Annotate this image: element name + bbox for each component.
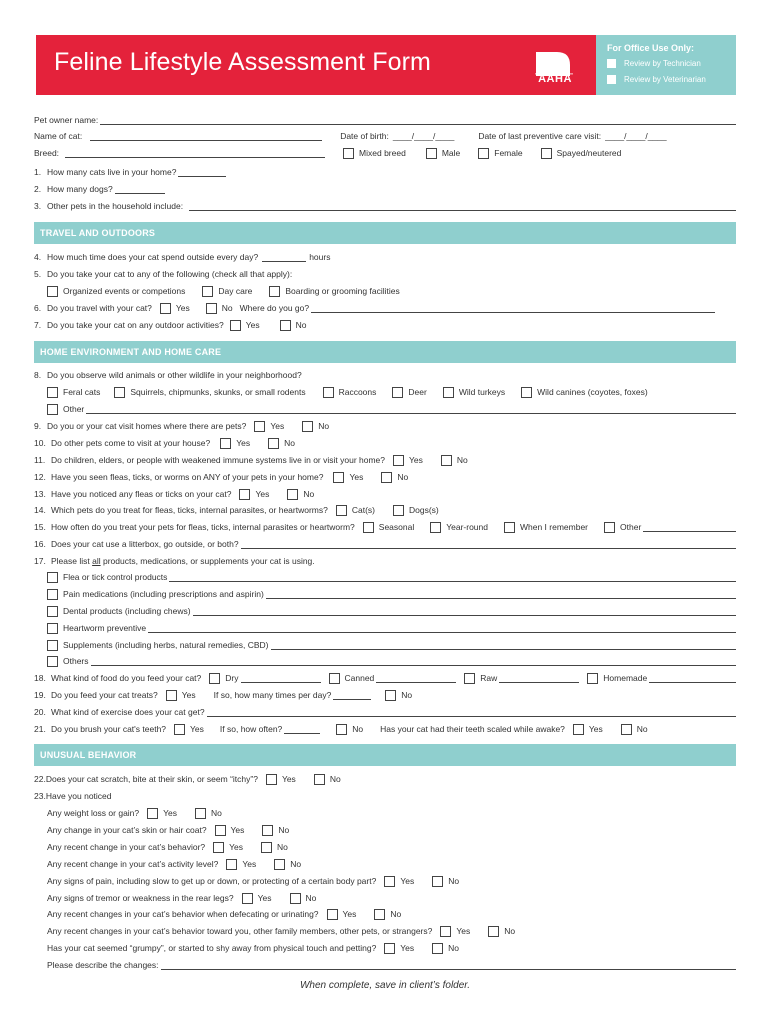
- skin-yes-checkbox[interactable]: [215, 825, 226, 836]
- question-18: 18. What kind of food do you feed your cat? Dry Canned Raw Homemade: [34, 671, 736, 683]
- noticed-grumpy: Has your cat seemed “grumpy”, or started to shy away from physical touch and petting? Yes No: [47, 943, 460, 953]
- female-checkbox[interactable]: [478, 148, 489, 159]
- visit-homes-no-checkbox[interactable]: [302, 421, 313, 432]
- mixed-breed-checkbox[interactable]: [343, 148, 354, 159]
- wildlife-other-field[interactable]: [86, 405, 736, 414]
- question-12: 12. Have you seen fleas, ticks, or worms on ANY of your pets in your home? Yes No: [34, 472, 409, 482]
- defecating-yes-checkbox[interactable]: [327, 909, 338, 920]
- question-11: 11. Do children, elders, or people with weakened immune systems live in or visit your home? Yes No: [34, 455, 468, 465]
- dob-field[interactable]: ____/____/____: [392, 131, 455, 141]
- squirrels-checkbox[interactable]: [114, 387, 125, 398]
- scaled-no-checkbox[interactable]: [621, 724, 632, 735]
- immune-no-checkbox[interactable]: [441, 455, 452, 466]
- noticed-weight: Any weight loss or gain? Yes No: [47, 808, 222, 818]
- question-15: 15. How often do you treat your pets for fleas, ticks, internal parasites or heartworm? Seasonal Year-round When I remember Other: [34, 520, 736, 532]
- noticed-defecating: Any recent changes in your cat’s behavior when defecating or urinating? Yes No: [47, 909, 402, 919]
- pain-meds-checkbox[interactable]: [47, 589, 58, 600]
- question-23: 23. Have you noticed: [34, 791, 112, 801]
- toward-others-no-checkbox[interactable]: [488, 926, 499, 937]
- noticed-pain: Any signs of pain, including slow to get up or down, or protecting of a certain body part? Yes No: [47, 876, 460, 886]
- weight-yes-checkbox[interactable]: [147, 808, 158, 819]
- travel-where-field[interactable]: [311, 304, 715, 313]
- food-homemade-checkbox[interactable]: [587, 673, 598, 684]
- travel-yes-checkbox[interactable]: [160, 303, 171, 314]
- breed-field[interactable]: [65, 149, 325, 158]
- brush-no-checkbox[interactable]: [336, 724, 347, 735]
- outdoor-yes-checkbox[interactable]: [230, 320, 241, 331]
- cats-count-field[interactable]: [178, 168, 226, 177]
- pain-yes-checkbox[interactable]: [384, 876, 395, 887]
- food-canned-checkbox[interactable]: [329, 673, 340, 684]
- outside-hours-field[interactable]: [262, 253, 306, 262]
- noticed-behavior: Any recent change in your cat’s behavior? Yes No: [47, 842, 288, 852]
- spayed-checkbox[interactable]: [541, 148, 552, 159]
- fleas-cat-no-checkbox[interactable]: [287, 489, 298, 500]
- treat-year-round-checkbox[interactable]: [430, 522, 441, 533]
- defecating-no-checkbox[interactable]: [374, 909, 385, 920]
- question-16: 16. Does your cat use a litterbox, go outside, or both?: [34, 537, 736, 549]
- checkbox[interactable]: [607, 75, 616, 84]
- boarding-checkbox[interactable]: [269, 286, 280, 297]
- form-title: Feline Lifestyle Assessment Form: [54, 48, 431, 76]
- office-review-veterinarian[interactable]: Review by Veterinarian: [607, 75, 706, 84]
- product-heartworm: Heartworm preventive: [47, 621, 736, 633]
- flea-tick-checkbox[interactable]: [47, 572, 58, 583]
- question-4: 4. How much time does your cat spend outside every day? hours: [34, 252, 331, 262]
- dogs-count-field[interactable]: [115, 185, 165, 194]
- office-review-technician[interactable]: Review by Technician: [607, 59, 701, 68]
- treats-times-field[interactable]: [333, 691, 371, 700]
- brush-yes-checkbox[interactable]: [174, 724, 185, 735]
- question-1: 1. How many cats live in your home?: [34, 165, 226, 177]
- heartworm-checkbox[interactable]: [47, 623, 58, 634]
- cat-name-field[interactable]: [90, 132, 322, 141]
- flea-tick-field[interactable]: [169, 573, 736, 582]
- feral-cats-checkbox[interactable]: [47, 387, 58, 398]
- activity-no-checkbox[interactable]: [274, 859, 285, 870]
- itchy-no-checkbox[interactable]: [314, 774, 325, 785]
- footer-note: When complete, save in client’s folder.: [299, 980, 471, 991]
- seen-fleas-yes-checkbox[interactable]: [333, 472, 344, 483]
- product-flea-tick: Flea or tick control products: [47, 570, 736, 582]
- scaled-yes-checkbox[interactable]: [573, 724, 584, 735]
- treat-other-field[interactable]: [643, 523, 736, 532]
- food-raw-checkbox[interactable]: [464, 673, 475, 684]
- heartworm-field[interactable]: [148, 624, 736, 633]
- deer-checkbox[interactable]: [392, 387, 403, 398]
- describe-changes-field[interactable]: [161, 961, 736, 970]
- question-3: 3. Other pets in the household include:: [34, 199, 736, 211]
- owner-name-row: Pet owner name:: [34, 113, 736, 125]
- behavior-yes-checkbox[interactable]: [213, 842, 224, 853]
- product-pain: Pain medications (including prescriptions and aspirin): [47, 587, 736, 599]
- question-20: 20. What kind of exercise does your cat get?: [34, 705, 736, 717]
- visit-homes-yes-checkbox[interactable]: [254, 421, 265, 432]
- question-5: 5. Do you take your cat to any of the following (check all that apply):: [34, 269, 293, 279]
- other-pets-field[interactable]: [189, 202, 736, 211]
- breed-row: Breed: Mixed breed Male Female Spayed/neutered: [34, 148, 622, 158]
- pain-no-checkbox[interactable]: [432, 876, 443, 887]
- question-21: 21. Do you brush your cat's teeth? Yes If so, how often? No Has your cat had their teeth scaled while awake? Yes No: [34, 724, 648, 734]
- question-13: 13. Have you noticed any fleas or ticks on your cat? Yes No: [34, 489, 315, 499]
- product-supplements: Supplements (including herbs, natural remedies, CBD): [47, 638, 736, 650]
- pets-visit-no-checkbox[interactable]: [268, 438, 279, 449]
- cat-name-row: Name of cat: Date of birth: ____/____/____ Date of last preventive care visit: ____/____/____: [34, 131, 667, 141]
- wildlife-other-checkbox[interactable]: [47, 404, 58, 415]
- supplements-checkbox[interactable]: [47, 640, 58, 651]
- question-2: 2. How many dogs?: [34, 182, 165, 194]
- treat-cats-checkbox[interactable]: [336, 505, 347, 516]
- noticed-toward-others: Any recent changes in your cat’s behavior toward you, other family members, other pets, or strangers? Yes No: [47, 926, 516, 936]
- treats-yes-checkbox[interactable]: [166, 690, 177, 701]
- treats-no-checkbox[interactable]: [385, 690, 396, 701]
- noticed-tremor: Any signs of tremor or weakness in the rear legs? Yes No: [47, 893, 317, 903]
- outdoor-no-checkbox[interactable]: [280, 320, 291, 331]
- section-home-environment: HOME ENVIRONMENT AND HOME CARE: [34, 341, 736, 363]
- question-9: 9. Do you or your cat visit homes where there are pets? Yes No: [34, 421, 330, 431]
- daycare-checkbox[interactable]: [202, 286, 213, 297]
- litterbox-field[interactable]: [241, 540, 736, 549]
- product-dental: Dental products (including chews): [47, 604, 736, 616]
- product-others: Others: [47, 654, 736, 666]
- others-field[interactable]: [91, 657, 736, 666]
- question-19: 19. Do you feed your cat treats? Yes If so, how many times per day? No: [34, 690, 413, 700]
- fleas-cat-yes-checkbox[interactable]: [239, 489, 250, 500]
- dental-field[interactable]: [193, 607, 736, 616]
- question-6: 6. Do you travel with your cat? Yes No Where do you go?: [34, 301, 715, 313]
- last-care-field[interactable]: ____/____/____: [605, 131, 667, 141]
- office-use-title: For Office Use Only:: [607, 43, 695, 53]
- aaha-logo: [533, 46, 577, 84]
- weight-no-checkbox[interactable]: [195, 808, 206, 819]
- describe-changes-row: Please describe the changes:: [47, 958, 736, 970]
- question-22: 22. Does your cat scratch, bite at their skin, or seem “itchy”? Yes No: [34, 774, 341, 784]
- wild-turkeys-checkbox[interactable]: [443, 387, 454, 398]
- brush-how-often-field[interactable]: [284, 725, 320, 734]
- pets-visit-yes-checkbox[interactable]: [220, 438, 231, 449]
- question-14: 14. Which pets do you treat for fleas, ticks, internal parasites, or heartworms? Cat(s) Dogs(s): [34, 505, 439, 515]
- grumpy-yes-checkbox[interactable]: [384, 943, 395, 954]
- immune-yes-checkbox[interactable]: [393, 455, 404, 466]
- male-checkbox[interactable]: [426, 148, 437, 159]
- treat-when-remember-checkbox[interactable]: [504, 522, 515, 533]
- seen-fleas-no-checkbox[interactable]: [381, 472, 392, 483]
- behavior-no-checkbox[interactable]: [261, 842, 272, 853]
- supplements-field[interactable]: [271, 641, 736, 650]
- wild-canines-checkbox[interactable]: [521, 387, 532, 398]
- question-8: 8. Do you observe wild animals or other wildlife in your neighborhood?: [34, 370, 302, 380]
- pain-meds-field[interactable]: [266, 590, 736, 599]
- itchy-yes-checkbox[interactable]: [266, 774, 277, 785]
- others-checkbox[interactable]: [47, 656, 58, 667]
- question-5-options: Organized events or competions Day care Boarding or grooming facilities: [47, 284, 400, 296]
- toward-others-yes-checkbox[interactable]: [440, 926, 451, 937]
- owner-name-field[interactable]: [100, 116, 736, 125]
- tremor-no-checkbox[interactable]: [290, 893, 301, 904]
- food-dry-field[interactable]: [241, 674, 321, 683]
- checkbox[interactable]: [607, 59, 616, 68]
- noticed-activity: Any recent change in your cat’s activity level? Yes No: [47, 859, 302, 869]
- dental-checkbox[interactable]: [47, 606, 58, 617]
- treat-dogs-checkbox[interactable]: [393, 505, 404, 516]
- question-8-other: Other: [47, 402, 736, 414]
- question-7: 7. Do you take your cat on any outdoor activities? Yes No: [34, 320, 307, 330]
- activity-yes-checkbox[interactable]: [226, 859, 237, 870]
- grumpy-no-checkbox[interactable]: [432, 943, 443, 954]
- question-8-options: Feral cats Squirrels, chipmunks, skunks, or small rodents Raccoons Deer Wild turkeys Wild canines (coyotes, foxes): [47, 385, 648, 397]
- question-10: 10. Do other pets come to visit at your house? Yes No: [34, 438, 295, 448]
- question-17: 17. Please list all products, medications, or supplements your cat is using.: [34, 556, 315, 566]
- raccoons-checkbox[interactable]: [323, 387, 334, 398]
- tremor-yes-checkbox[interactable]: [242, 893, 253, 904]
- aaha-logo-text: AAHA: [538, 73, 572, 84]
- treat-other-checkbox[interactable]: [604, 522, 615, 533]
- food-homemade-field[interactable]: [649, 674, 736, 683]
- section-unusual-behavior: UNUSUAL BEHAVIOR: [34, 744, 736, 766]
- food-raw-field[interactable]: [499, 674, 579, 683]
- exercise-field[interactable]: [207, 708, 736, 717]
- skin-no-checkbox[interactable]: [262, 825, 273, 836]
- food-dry-checkbox[interactable]: [209, 673, 220, 684]
- food-canned-field[interactable]: [376, 674, 456, 683]
- section-travel-outdoors: TRAVEL AND OUTDOORS: [34, 222, 736, 244]
- treat-seasonal-checkbox[interactable]: [363, 522, 374, 533]
- events-checkbox[interactable]: [47, 286, 58, 297]
- travel-no-checkbox[interactable]: [206, 303, 217, 314]
- noticed-skin: Any change in your cat’s skin or hair coat? Yes No: [47, 825, 290, 835]
